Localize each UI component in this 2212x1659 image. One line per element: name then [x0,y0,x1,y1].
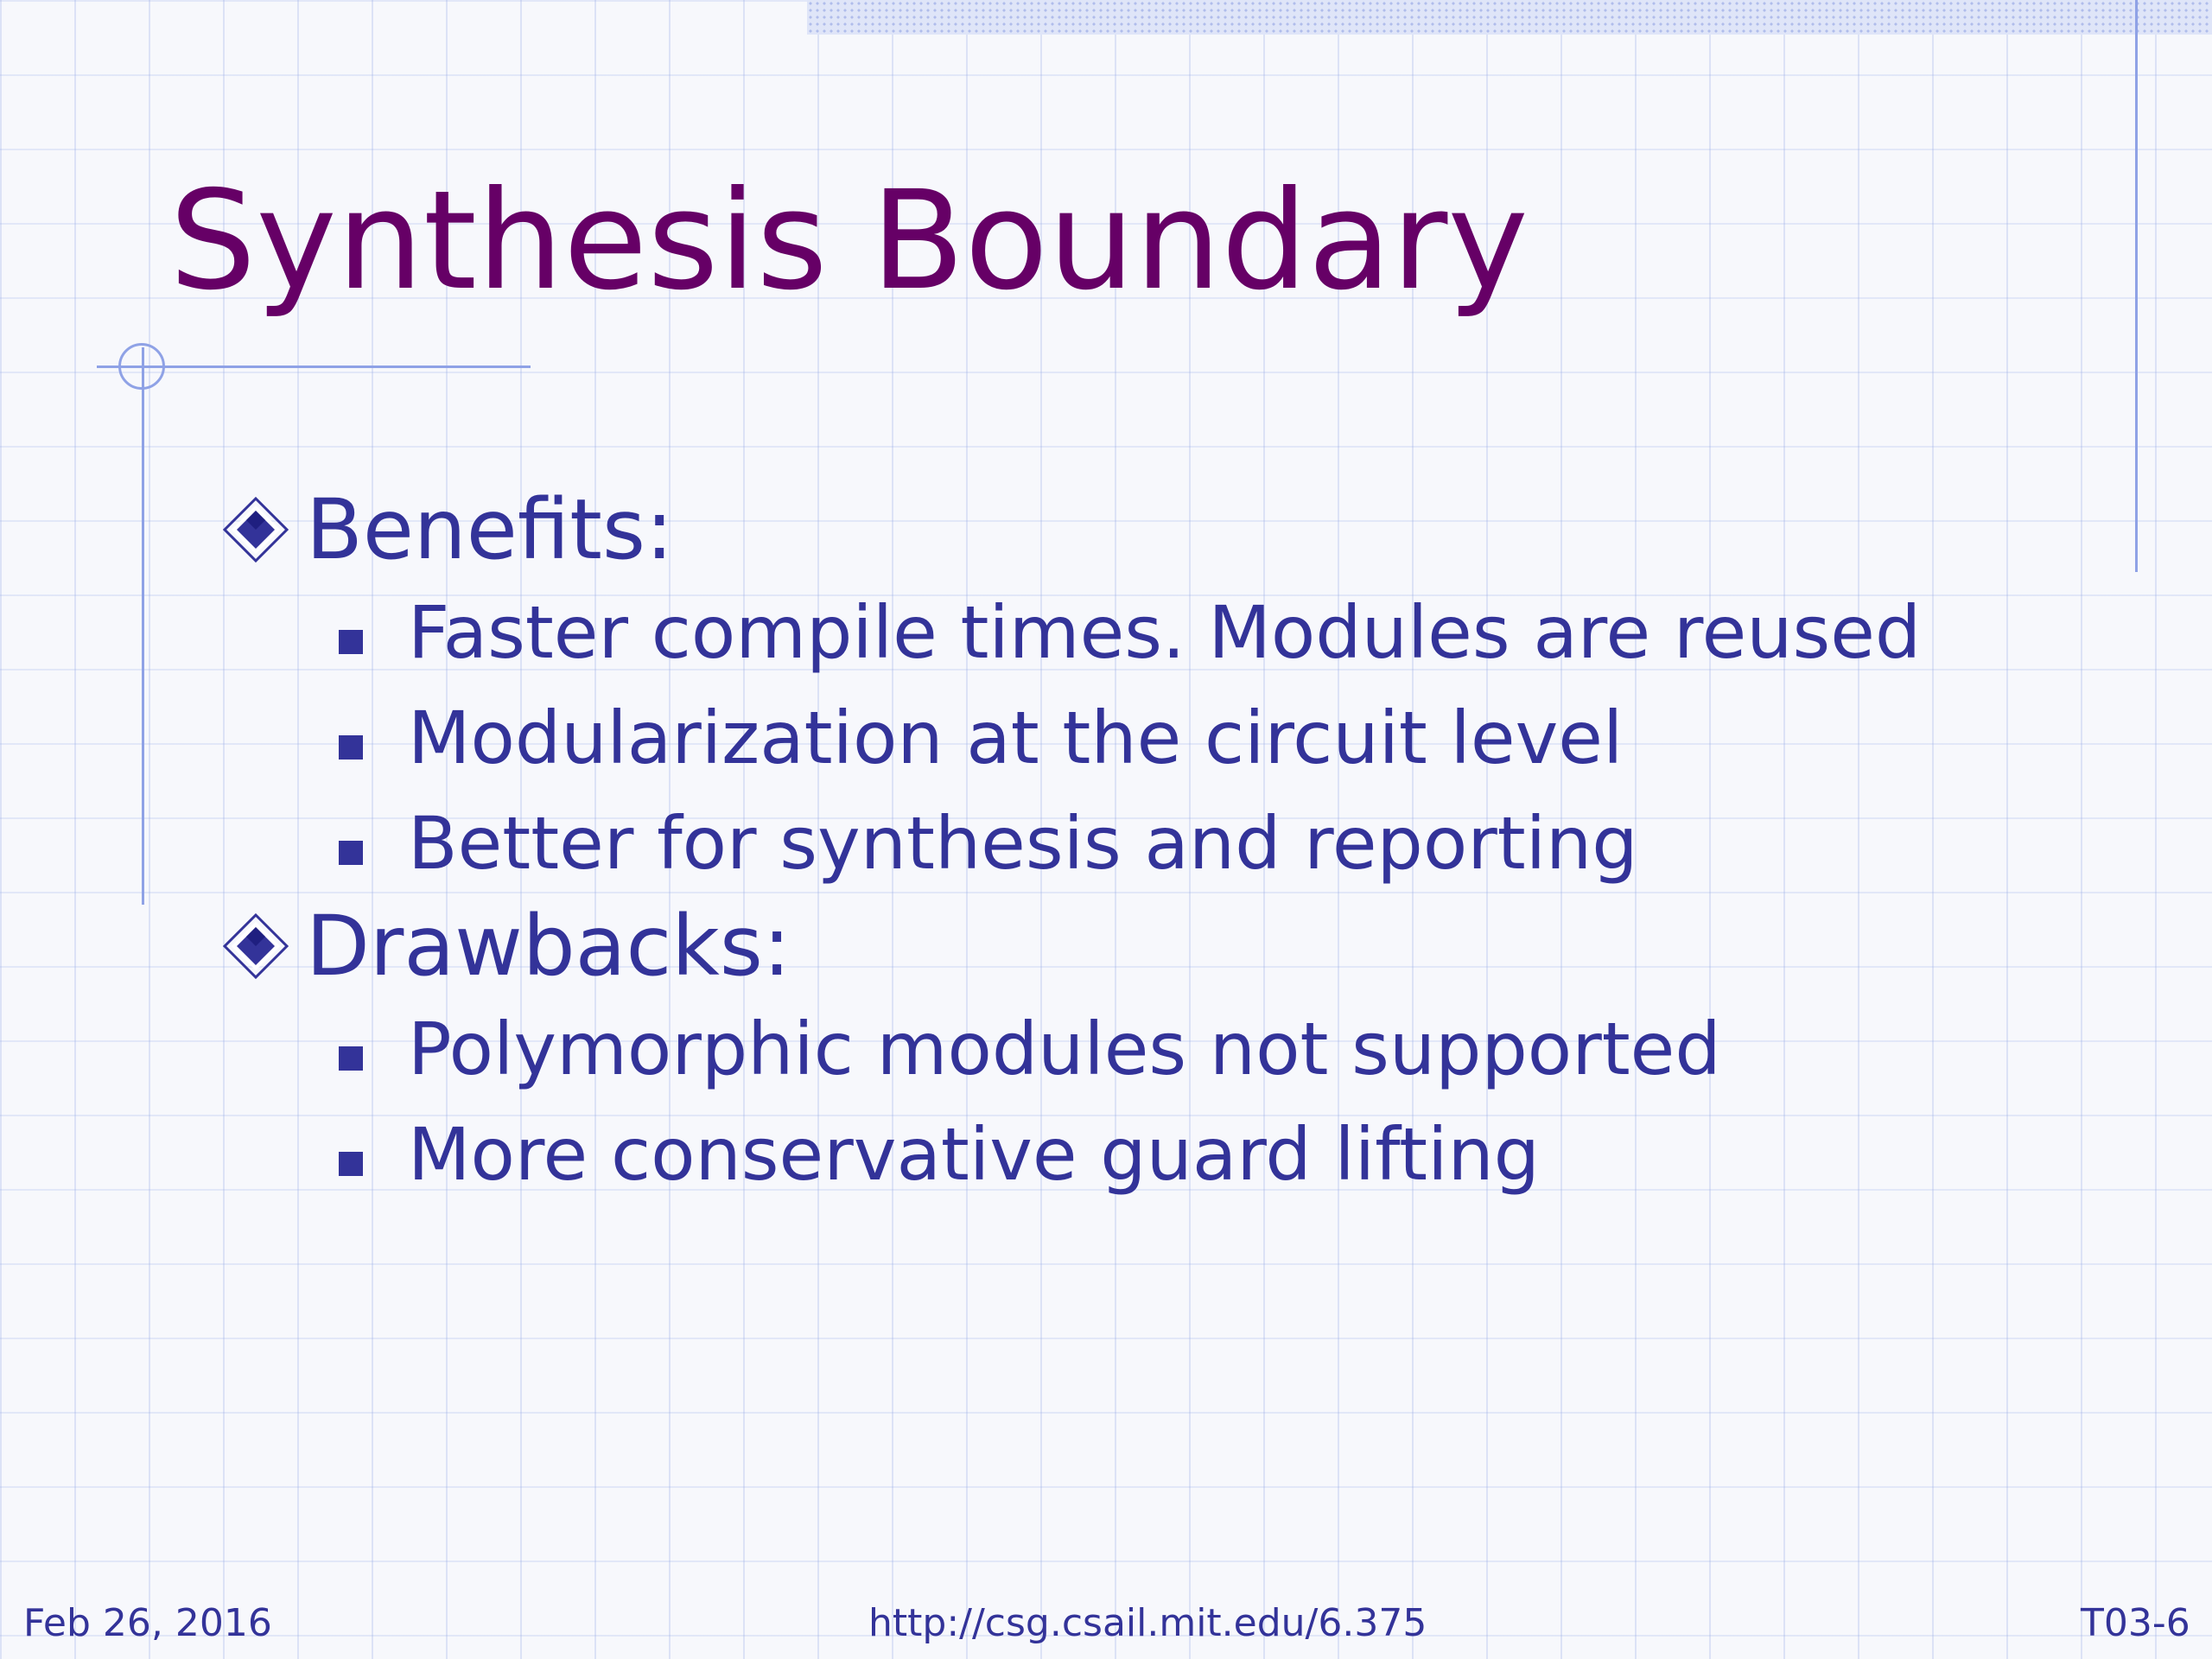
list-item-text: Better for synthesis and reporting [408,801,1638,886]
list-item-text: Modularization at the circuit level [408,696,1624,780]
top-pattern-band [807,0,2212,35]
square-bullet-icon [339,630,363,654]
slide-title: Synthesis Boundary [169,162,1529,321]
bullet-drawbacks [223,896,2167,996]
footer-slide-number: T03-6 [2081,1601,2190,1645]
list-item [223,580,2167,685]
list-item-text: Faster compile times. Modules are reused [408,590,1922,675]
diamond-bullet-icon [223,913,289,979]
list-item [223,791,2167,896]
list-item [223,996,2167,1102]
slide-body [223,480,2167,1207]
square-bullet-icon [339,841,363,865]
footer-url[interactable]: http://csg.csail.mit.edu/6.375 [868,1601,1427,1645]
footer-date: Feb 26, 2016 [23,1601,272,1645]
square-bullet-icon [339,735,363,760]
bullet-benefits [223,480,2167,580]
list-item [223,1102,2167,1207]
crosshair-circle-icon [118,343,165,390]
decorative-vertical-line-left [142,347,144,905]
list-item [223,685,2167,791]
list-item-text: More conservative guard lifting [408,1112,1540,1197]
diamond-bullet-icon [223,497,289,563]
square-bullet-icon [339,1152,363,1176]
section-heading: Benefits: [306,481,674,578]
square-bullet-icon [339,1046,363,1071]
section-heading: Drawbacks: [306,898,791,995]
list-item-text: Polymorphic modules not supported [408,1007,1721,1091]
